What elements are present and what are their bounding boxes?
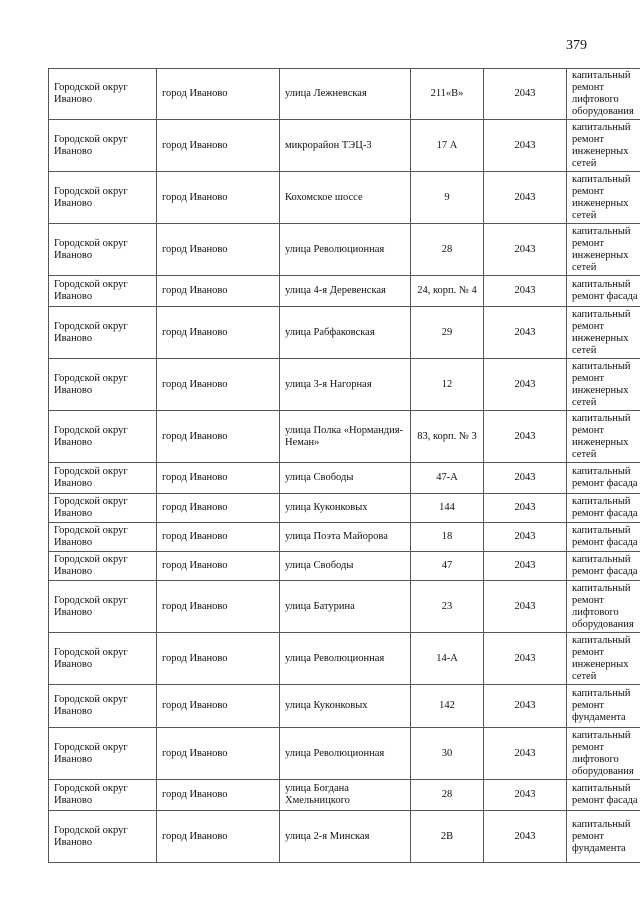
work-type-cell: капитальный ремонт фасада <box>567 494 640 523</box>
street-cell: улица Куконковых <box>280 685 411 728</box>
table-row <box>49 633 640 685</box>
house-number-cell: 211«В» <box>411 69 484 120</box>
work-type-cell: капитальный ремонт фасада <box>567 523 640 552</box>
district-cell: Городской округ Иваново <box>49 811 157 863</box>
work-type-cell: капитальный ремонт фасада <box>567 276 640 307</box>
house-number-cell: 18 <box>411 523 484 552</box>
work-type-cell: капитальный ремонт инженерных сетей <box>567 120 640 172</box>
year-cell: 2043 <box>484 581 567 633</box>
district-cell: Городской округ Иваново <box>49 359 157 411</box>
street-cell: улица Свободы <box>280 552 411 581</box>
district-cell: Городской округ Иваново <box>49 685 157 728</box>
street-cell: улица Революционная <box>280 633 411 685</box>
city-cell: город Иваново <box>157 811 280 863</box>
district-cell: Городской округ Иваново <box>49 69 157 120</box>
year-cell: 2043 <box>484 276 567 307</box>
street-cell: улица Батурина <box>280 581 411 633</box>
work-type-cell: капитальный ремонт инженерных сетей <box>567 633 640 685</box>
work-type-cell: капитальный ремонт инженерных сетей <box>567 307 640 359</box>
district-cell: Городской округ Иваново <box>49 728 157 780</box>
work-type-cell: капитальный ремонт фасада <box>567 552 640 581</box>
street-cell: улица Рабфаковская <box>280 307 411 359</box>
city-cell: город Иваново <box>157 463 280 494</box>
street-cell: улица 4-я Деревенская <box>280 276 411 307</box>
street-cell: улица Лежневская <box>280 69 411 120</box>
city-cell: город Иваново <box>157 69 280 120</box>
table-row <box>49 581 640 633</box>
district-cell: Городской округ Иваново <box>49 411 157 463</box>
year-cell: 2043 <box>484 172 567 224</box>
house-number-cell: 29 <box>411 307 484 359</box>
street-cell: улица Куконковых <box>280 494 411 523</box>
district-cell: Городской округ Иваново <box>49 463 157 494</box>
house-number-cell: 23 <box>411 581 484 633</box>
work-type-cell: капитальный ремонт инженерных сетей <box>567 224 640 276</box>
district-cell: Городской округ Иваново <box>49 780 157 811</box>
city-cell: город Иваново <box>157 172 280 224</box>
street-cell: Кохомское шоссе <box>280 172 411 224</box>
city-cell: город Иваново <box>157 307 280 359</box>
work-type-cell: капитальный ремонт инженерных сетей <box>567 172 640 224</box>
district-cell: Городской округ Иваново <box>49 120 157 172</box>
work-type-cell: капитальный ремонт лифтового оборудования <box>567 728 640 780</box>
district-cell: Городской округ Иваново <box>49 307 157 359</box>
district-cell: Городской округ Иваново <box>49 523 157 552</box>
city-cell: город Иваново <box>157 685 280 728</box>
house-number-cell: 9 <box>411 172 484 224</box>
table-body <box>49 69 640 863</box>
city-cell: город Иваново <box>157 728 280 780</box>
house-number-cell: 47-А <box>411 463 484 494</box>
city-cell: город Иваново <box>157 224 280 276</box>
district-cell: Городской округ Иваново <box>49 172 157 224</box>
house-number-cell: 28 <box>411 224 484 276</box>
street-cell: улица 2-я Минская <box>280 811 411 863</box>
house-number-cell: 144 <box>411 494 484 523</box>
street-cell: улица Революционная <box>280 224 411 276</box>
house-number-cell: 12 <box>411 359 484 411</box>
city-cell: город Иваново <box>157 494 280 523</box>
work-type-cell: капитальный ремонт инженерных сетей <box>567 359 640 411</box>
city-cell: город Иваново <box>157 120 280 172</box>
table-row <box>49 728 640 780</box>
district-cell: Городской округ Иваново <box>49 581 157 633</box>
house-number-cell: 24, корп. № 4 <box>411 276 484 307</box>
year-cell: 2043 <box>484 780 567 811</box>
table-row <box>49 120 640 172</box>
city-cell: город Иваново <box>157 276 280 307</box>
street-cell: улица Свободы <box>280 463 411 494</box>
house-number-cell: 47 <box>411 552 484 581</box>
street-cell: улица 3-я Нагорная <box>280 359 411 411</box>
table-row <box>49 411 640 463</box>
year-cell: 2043 <box>484 685 567 728</box>
house-number-cell: 28 <box>411 780 484 811</box>
year-cell: 2043 <box>484 463 567 494</box>
table-row <box>49 780 640 811</box>
work-type-cell: капитальный ремонт фасада <box>567 780 640 811</box>
table-row <box>49 69 640 120</box>
table-row <box>49 552 640 581</box>
city-cell: город Иваново <box>157 411 280 463</box>
work-type-cell: капитальный ремонт фундамента <box>567 685 640 728</box>
street-cell: улица Поэта Майорова <box>280 523 411 552</box>
street-cell: улица Революционная <box>280 728 411 780</box>
house-number-cell: 17 А <box>411 120 484 172</box>
city-cell: город Иваново <box>157 523 280 552</box>
year-cell: 2043 <box>484 120 567 172</box>
table-row <box>49 276 640 307</box>
house-number-cell: 83, корп. № 3 <box>411 411 484 463</box>
year-cell: 2043 <box>484 307 567 359</box>
table-row <box>49 463 640 494</box>
work-type-cell: капитальный ремонт лифтового оборудования <box>567 581 640 633</box>
district-cell: Городской округ Иваново <box>49 494 157 523</box>
city-cell: город Иваново <box>157 581 280 633</box>
table-row <box>49 685 640 728</box>
work-type-cell: капитальный ремонт инженерных сетей <box>567 411 640 463</box>
year-cell: 2043 <box>484 523 567 552</box>
house-number-cell: 30 <box>411 728 484 780</box>
street-cell: улица Полка «Нормандия-Неман» <box>280 411 411 463</box>
street-cell: микрорайон ТЭЦ-3 <box>280 120 411 172</box>
district-cell: Городской округ Иваново <box>49 276 157 307</box>
year-cell: 2043 <box>484 552 567 581</box>
year-cell: 2043 <box>484 811 567 863</box>
table-row <box>49 172 640 224</box>
year-cell: 2043 <box>484 69 567 120</box>
city-cell: город Иваново <box>157 780 280 811</box>
year-cell: 2043 <box>484 494 567 523</box>
repair-schedule-table <box>48 68 640 863</box>
year-cell: 2043 <box>484 359 567 411</box>
street-cell: улица Богдана Хмельницкого <box>280 780 411 811</box>
district-cell: Городской округ Иваново <box>49 552 157 581</box>
table-row <box>49 523 640 552</box>
work-type-cell: капитальный ремонт фасада <box>567 463 640 494</box>
city-cell: город Иваново <box>157 552 280 581</box>
table-row <box>49 224 640 276</box>
year-cell: 2043 <box>484 728 567 780</box>
year-cell: 2043 <box>484 411 567 463</box>
table-row <box>49 307 640 359</box>
page-number: 379 <box>566 38 587 53</box>
house-number-cell: 2В <box>411 811 484 863</box>
year-cell: 2043 <box>484 224 567 276</box>
year-cell: 2043 <box>484 633 567 685</box>
table-row <box>49 811 640 863</box>
table-row <box>49 494 640 523</box>
city-cell: город Иваново <box>157 633 280 685</box>
work-type-cell: капитальный ремонт фундамента <box>567 811 640 863</box>
city-cell: город Иваново <box>157 359 280 411</box>
work-type-cell: капитальный ремонт лифтового оборудования <box>567 69 640 120</box>
table-row <box>49 359 640 411</box>
district-cell: Городской округ Иваново <box>49 224 157 276</box>
house-number-cell: 142 <box>411 685 484 728</box>
house-number-cell: 14-А <box>411 633 484 685</box>
district-cell: Городской округ Иваново <box>49 633 157 685</box>
